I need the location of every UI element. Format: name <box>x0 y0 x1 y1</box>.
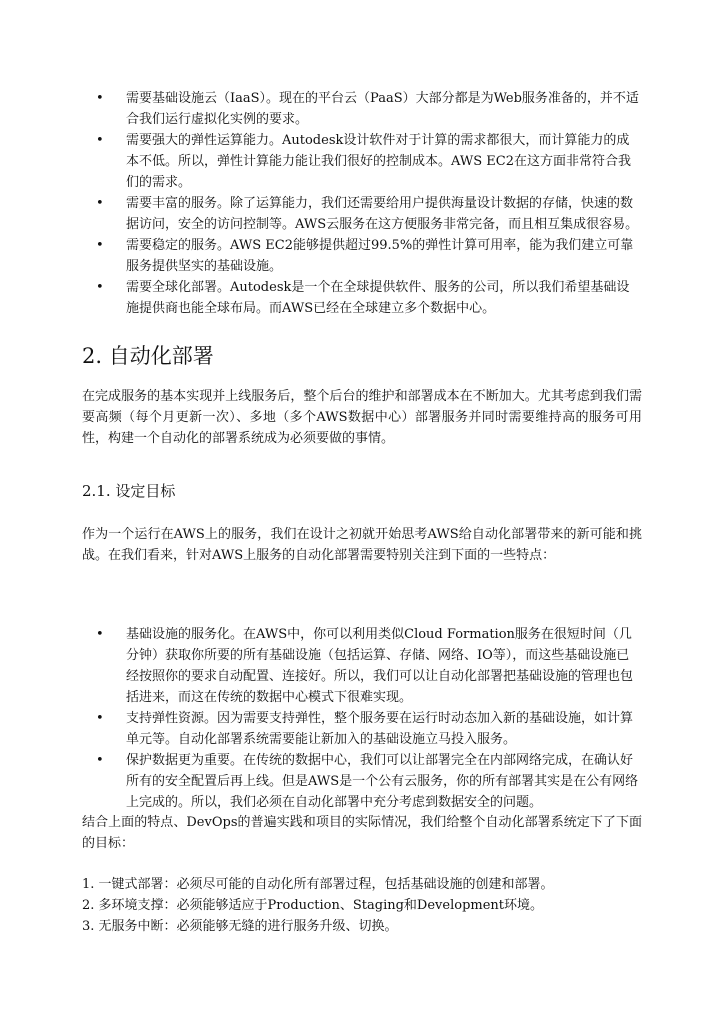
bullet-icon: • <box>96 627 104 642</box>
list-item <box>82 88 642 130</box>
list-item <box>82 193 642 235</box>
subsection-intro-paragraph: 作为一个运行在AWS上的服务，我们在设计之初就开始思考AWS给自动化部署带来的新可能和挑战。在我们看来，针对AWS上服务的自动化部署需要特别关注到下面的一些特点： <box>82 527 642 563</box>
requirements-list <box>82 88 642 319</box>
characteristics-list <box>82 624 642 813</box>
list-item <box>82 277 642 319</box>
list-item <box>82 624 642 708</box>
goal-item: 1. 一键式部署：必须尽可能的自动化所有部署过程，包括基础设施的创建和部署。 <box>82 877 554 892</box>
list-item-text: 保护数据更为重要。在传统的数据中心，我们可以让部署完全在内部网络完成，在确认好所有的安全配置后再上线。但是AWS是一个公有云服务，你的所有部署其实是在公有网络上完成的。所以，我们必须在自动化部署中充分考虑到数据安全的问题。 <box>126 753 639 810</box>
list-item-text: 基础设施的服务化。在AWS中，你可以利用类似Cloud Formation服务在很短时间（几分钟）获取你所要的所有基础设施（包括运算、存储、网络、IO等），而这些基础设施已经按照你的要求自动配置、连接好。所以，我们可以让自动化部署把基础设施的管理也包括进来，而这在传统的数据中心模式下很难实现。 <box>126 627 634 705</box>
goals-list <box>82 874 642 937</box>
goal-item: 3. 无服务中断：必须能够无缝的进行服务升级、切换。 <box>82 919 398 934</box>
section-heading-automation: 2. 自动化部署 <box>82 344 214 368</box>
bullet-icon: • <box>96 238 104 253</box>
goals-intro-paragraph: 结合上面的特点、DevOps的普遍实践和项目的实际情况，我们给整个自动化部署系统定下了下面的目标： <box>82 815 642 851</box>
bullet-icon: • <box>96 753 104 768</box>
list-item-text: 需要强大的弹性运算能力。Autodesk设计软件对于计算的需求都很大，而计算能力的成本不低。所以，弹性计算能力能让我们很好的控制成本。AWS EC2在这方面非常符合我们的需求。 <box>126 133 631 190</box>
bullet-icon: • <box>96 133 104 148</box>
list-item <box>82 750 642 813</box>
bullet-icon: • <box>96 711 104 726</box>
list-item <box>82 130 642 193</box>
bullet-icon: • <box>96 91 104 106</box>
subsection-heading-goals: 2.1. 设定目标 <box>82 482 176 500</box>
list-item-text: 支持弹性资源。因为需要支持弹性，整个服务要在运行时动态加入新的基础设施，如计算单元等。自动化部署系统需要能让新加入的基础设施立马投入服务。 <box>126 711 634 747</box>
list-item-text: 需要丰富的服务。除了运算能力，我们还需要给用户提供海量设计数据的存储，快速的数据访问，安全的访问控制等。AWS云服务在这方便服务非常完备，而且相互集成很容易。 <box>126 196 639 232</box>
list-item <box>82 708 642 750</box>
bullet-icon: • <box>96 280 104 295</box>
list-item-text: 需要全球化部署。Autodesk是一个在全球提供软件、服务的公司，所以我们希望基础设施提供商也能全球布局。而AWS已经在全球建立多个数据中心。 <box>126 280 630 316</box>
goal-item: 2. 多环境支撑：必须能够适应于Production、Staging和Development环境。 <box>82 898 544 913</box>
list-item-text: 需要基础设施云（IaaS）。现在的平台云（PaaS）大部分都是为Web服务准备的，并不适合我们运行虚拟化实例的要求。 <box>126 91 639 127</box>
bullet-icon: • <box>96 196 104 211</box>
section-intro-paragraph: 在完成服务的基本实现并上线服务后，整个后台的维护和部署成本在不断加大。尤其考虑到我们需要高频（每个月更新一次）、多地（多个AWS数据中心）部署服务并同时需要维持高的服务可用性，构建一个自动化的部署系统成为必须要做的事情。 <box>82 389 642 446</box>
list-item-text: 需要稳定的服务。AWS EC2能够提供超过99.5%的弹性计算可用率，能为我们建立可靠服务提供坚实的基础设施。 <box>126 238 634 274</box>
list-item <box>82 235 642 277</box>
